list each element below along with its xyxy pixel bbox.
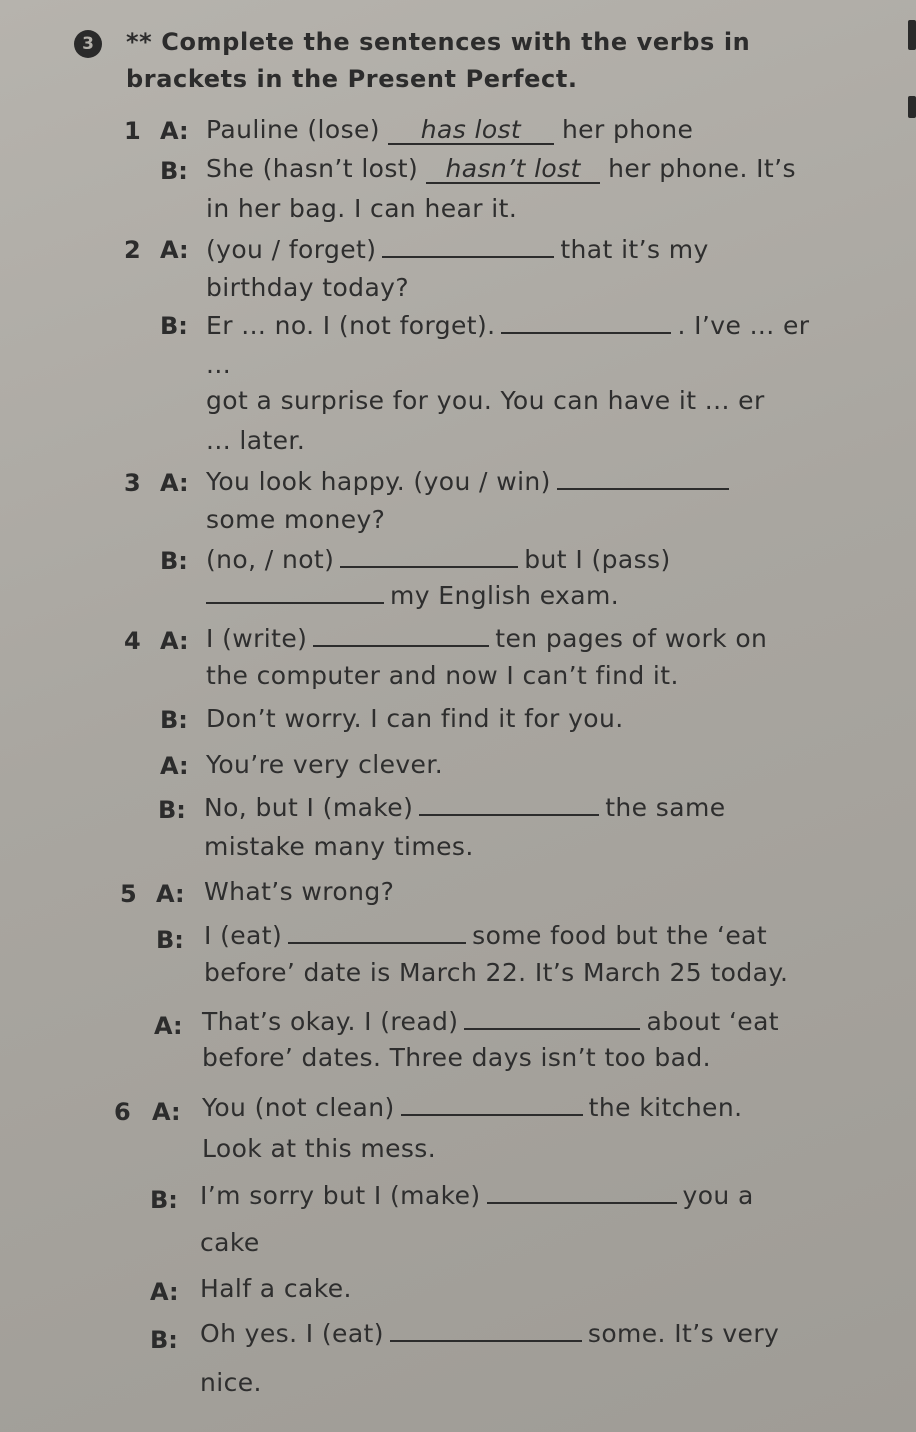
answer-blank[interactable] bbox=[288, 920, 466, 944]
speaker-label: A: bbox=[160, 236, 189, 264]
dialogue-line bbox=[206, 234, 709, 264]
speaker-label: B: bbox=[160, 706, 188, 734]
prompt-text: That’s okay. I (read) bbox=[202, 1007, 459, 1036]
dialogue-continuation: birthday today? bbox=[206, 273, 410, 302]
dialogue-continuation: mistake many times. bbox=[204, 832, 474, 861]
question-number-6: 6 bbox=[114, 1098, 131, 1126]
dialogue-line: You’re very clever. bbox=[206, 750, 444, 779]
dialogue-line bbox=[200, 1318, 779, 1348]
speaker-label: A: bbox=[160, 627, 189, 655]
prompt-text: the same bbox=[605, 793, 726, 822]
dialogue-continuation: ... bbox=[206, 350, 232, 379]
prompt-text: I (write) bbox=[206, 624, 308, 653]
dialogue-continuation: cake bbox=[200, 1228, 260, 1257]
prompt-text: you a bbox=[682, 1181, 754, 1210]
prompt-text: her phone bbox=[561, 115, 694, 144]
dialogue-continuation: before’ dates. Three days isn’t too bad. bbox=[202, 1043, 712, 1072]
speaker-label: A: bbox=[156, 880, 185, 908]
speaker-label: B: bbox=[156, 926, 184, 954]
prompt-text: You (not clean) bbox=[202, 1093, 395, 1122]
prompt-text: You look happy. (you / win) bbox=[206, 467, 551, 496]
dialogue-line bbox=[200, 1180, 754, 1210]
dialogue-line: What’s wrong? bbox=[204, 877, 395, 906]
speaker-label: A: bbox=[160, 752, 189, 780]
dialogue-continuation: nice. bbox=[200, 1368, 262, 1397]
answer-blank[interactable] bbox=[313, 623, 489, 647]
dialogue-line bbox=[204, 792, 726, 822]
question-number-4: 4 bbox=[124, 627, 141, 655]
prompt-text: (no, / not) bbox=[206, 545, 335, 574]
dialogue-line bbox=[206, 310, 809, 340]
prompt-text: (you / forget) bbox=[206, 235, 377, 264]
dialogue-line bbox=[206, 115, 693, 145]
speaker-label: A: bbox=[160, 469, 189, 497]
dialogue-continuation: the computer and now I can’t find it. bbox=[206, 661, 679, 690]
prompt-text: Pauline (lose) bbox=[206, 115, 380, 144]
exercise-instruction: ** Complete the sentences with the verbs in brackets in the Present Perfect. bbox=[126, 28, 751, 93]
dialogue-line bbox=[206, 154, 796, 184]
answer-blank[interactable] bbox=[401, 1092, 583, 1116]
answer-blank-filled[interactable]: has lost bbox=[388, 117, 554, 145]
answer-blank-filled[interactable]: hasn’t lost bbox=[426, 156, 600, 184]
prompt-text: that it’s my bbox=[560, 235, 709, 264]
prompt-text: some food but the ‘eat bbox=[472, 921, 768, 950]
prompt-text: her phone. It’s bbox=[608, 154, 796, 183]
prompt-text: but I (pass) bbox=[524, 545, 671, 574]
answer-blank[interactable] bbox=[206, 580, 384, 604]
prompt-text: Oh yes. I (eat) bbox=[200, 1319, 384, 1348]
exercise-number-badge: 3 bbox=[74, 30, 102, 58]
dialogue-continuation: got a surprise for you. You can have it ... er bbox=[206, 386, 765, 415]
dialogue-line bbox=[206, 580, 619, 610]
dialogue-line bbox=[206, 544, 671, 574]
prompt-text: about ‘eat bbox=[646, 1007, 779, 1036]
dialogue-line bbox=[202, 1092, 742, 1122]
dialogue-line bbox=[202, 1006, 779, 1036]
speaker-label: A: bbox=[150, 1278, 179, 1306]
question-number-1: 1 bbox=[124, 117, 141, 145]
dialogue-line bbox=[204, 920, 767, 950]
dialogue-line bbox=[206, 623, 767, 653]
dialogue-line bbox=[206, 466, 735, 496]
edge-mark-top bbox=[908, 20, 916, 50]
answer-blank[interactable] bbox=[340, 544, 518, 568]
prompt-text: some. It’s very bbox=[587, 1319, 780, 1348]
question-number-2: 2 bbox=[124, 236, 141, 264]
answer-blank[interactable] bbox=[464, 1006, 640, 1030]
answer-blank[interactable] bbox=[382, 234, 554, 258]
prompt-text: the kitchen. bbox=[588, 1093, 743, 1122]
answer-blank[interactable] bbox=[390, 1318, 582, 1342]
dialogue-continuation: Look at this mess. bbox=[202, 1134, 437, 1163]
speaker-label: B: bbox=[160, 312, 188, 340]
prompt-text: my English exam. bbox=[390, 581, 620, 610]
dialogue-continuation: some money? bbox=[206, 505, 386, 534]
answer-blank[interactable] bbox=[557, 466, 729, 490]
prompt-text: I’m sorry but I (make) bbox=[200, 1181, 481, 1210]
speaker-label: B: bbox=[150, 1186, 178, 1214]
answer-blank[interactable] bbox=[419, 792, 599, 816]
speaker-label: B: bbox=[160, 547, 188, 575]
answer-blank[interactable] bbox=[487, 1180, 677, 1204]
answer-blank[interactable] bbox=[501, 310, 671, 334]
speaker-label: A: bbox=[154, 1012, 183, 1040]
prompt-text: She (hasn’t lost) bbox=[206, 154, 419, 183]
question-number-3: 3 bbox=[124, 469, 141, 497]
dialogue-continuation: before’ date is March 22. It’s March 25 today. bbox=[204, 958, 789, 987]
dialogue-line: Half a cake. bbox=[200, 1274, 352, 1303]
speaker-label: B: bbox=[150, 1326, 178, 1354]
speaker-label: B: bbox=[158, 796, 186, 824]
dialogue-continuation: in her bag. I can hear it. bbox=[206, 194, 518, 223]
edge-mark-middle bbox=[908, 96, 916, 118]
question-number-5: 5 bbox=[120, 880, 137, 908]
dialogue-line: Don’t worry. I can find it for you. bbox=[206, 704, 624, 733]
prompt-text: . I’ve ... er bbox=[677, 311, 810, 340]
speaker-label: A: bbox=[160, 117, 189, 145]
prompt-text: Er ... no. I (not forget). bbox=[206, 311, 496, 340]
dialogue-continuation: ... later. bbox=[206, 426, 306, 455]
prompt-text: I (eat) bbox=[204, 921, 283, 950]
speaker-label: A: bbox=[152, 1098, 181, 1126]
prompt-text: ten pages of work on bbox=[495, 624, 768, 653]
prompt-text: No, but I (make) bbox=[204, 793, 414, 822]
speaker-label: B: bbox=[160, 157, 188, 185]
